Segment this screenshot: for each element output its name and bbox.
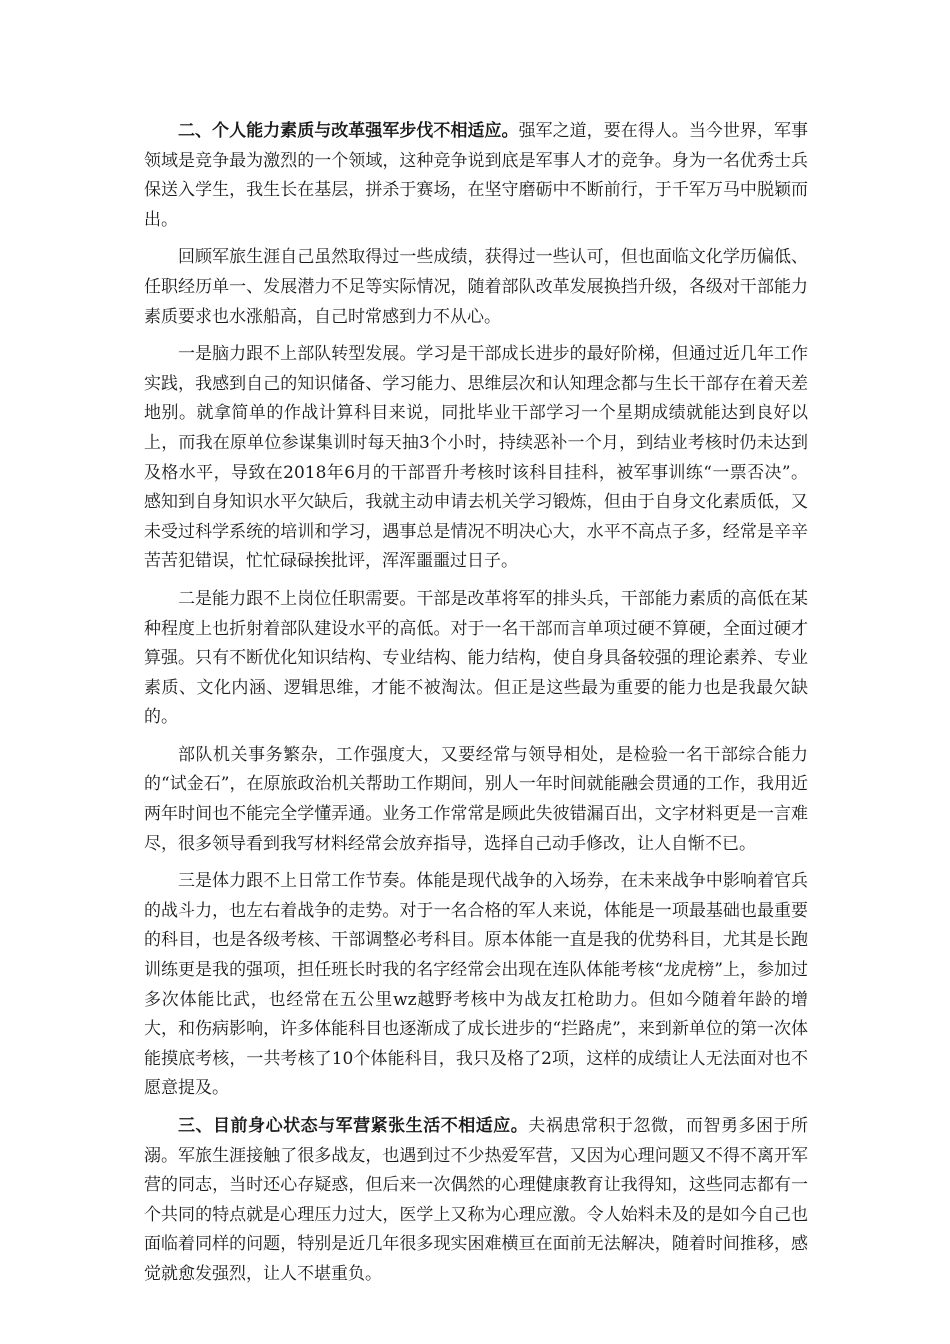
- section-three-body: 夫祸患常积于忽微，而智勇多困于所溺。军旅生涯接触了很多战友，也遇到过不少热爱军营，又因为心理问题又不得不离开军营的同志，当时还心存疑惑，但后来一次偶然的心理健康教育让我得知，这些同志都有一个共同的特点就是心理压力过大，医学上又称为心理应激。令人始料未及的是如今自己也面临着同样的问题，特别是近几年很多现实困难横亘在面前无法解决，随着时间推移，感觉就愈发强烈，让人不堪重负。: [144, 1116, 809, 1284]
- paragraph-review: 回顾军旅生涯自己虽然取得过一些成绩，获得过一些认可，但也面临文化学历偏低、任职经历单一、发展潜力不足等实际情况，随着部队改革发展换挡升级，各级对干部能力素质要求也水涨船高，自己时常感到力不从心。: [144, 247, 808, 327]
- paragraph-mental-ability: 一是脑力跟不上部队转型发展。学习是干部成长进步的最好阶梯，但通过近几年工作实践，我感到自己的知识储备、学习能力、思维层次和认知理念都与生长干部存在着天差地别。就拿简单的作战计算科目来说，同批毕业干部学习一个星期成绩就能达到良好以上，而我在原单位参谋集训时每天抽3个小时，持续恶补一个月，到结业考核时仍未达到及格水平，导致在2018年6月的干部晋升考核时该科目挂科，被军事训练“一票否决”。感知到自身知识水平欠缺后，我就主动申请去机关学习锻炼，但由于自身文化素质低，又未受过科学系统的培训和学习，遇事总是情况不明决心大，水平不高点子多，经常是辛辛苦苦犯错误，忙忙碌碌挨批评，浑浑噩噩过日子。: [144, 344, 808, 572]
- paragraph-physical-ability: 三是体力跟不上日常工作节奏。体能是现代战争的入场券，在未来战争中影响着官兵的战斗力，也左右着战争的走势。对于一名合格的军人来说，体能是一项最基础也最重要的科目，也是各级考核、干部调整必考科目。原本体能一直是我的优势科目，尤其是长跑训练更是我的强项，担任班长时我的名字经常会出现在连队体能考核“龙虎榜”上，参加过多次体能比武，也经常在五公里wz越野考核中为战友扛枪助力。但如今随着年龄的增大，和伤病影响，许多体能科目也逐渐成了成长进步的“拦路虎”，来到新单位的第一次体能摸底考核，一共考核了10个体能科目，我只及格了2项，这样的成绩让人无法面对也不愿意提及。: [144, 871, 808, 1099]
- paragraph-section-three: [144, 1112, 808, 1290]
- paragraph-section-two: [144, 117, 808, 235]
- section-two-heading: 二、个人能力素质与改革强军步伐不相适应。: [178, 121, 519, 141]
- paragraph-office-work: 部队机关事务繁杂，工作强度大，又要经常与领导相处，是检验一名干部综合能力的“试金石”，在原旅政治机关帮助工作期间，别人一年时间就能融会贯通的工作，我用近两年时间也不能完全学懂弄通。业务工作常常是顾此失彼错漏百出，文字材料更是一言难尽，很多领导看到我写材料经常会放弃指导，选择自己动手修改，让人自惭不已。: [144, 744, 808, 854]
- section-two-body: 强军之道，要在得人。当今世界，军事领域是竞争最为激烈的一个领域，这种竞争说到底是军事人才的竞争。身为一名优秀士兵保送入学生，我生长在基层，拼杀于赛场，在坚守磨砺中不断前行，于千军万马中脱颖而出。: [144, 121, 809, 230]
- paragraph-job-ability: 二是能力跟不上岗位任职需要。干部是改革将军的排头兵，干部能力素质的高低在某种程度上也折射着部队建设水平的高低。对于一名干部而言单项过硬不算硬，全面过硬才算强。只有不断优化知识结构、专业结构、能力结构，使自身具备较强的理论素养、专业素质、文化内涵、逻辑思维，才能不被淘汰。但正是这些最为重要的能力也是我最欠缺的。: [144, 588, 808, 728]
- document-page: [144, 117, 808, 1298]
- section-three-heading: 三、目前身心状态与军营紧张生活不相适应。: [178, 1116, 529, 1136]
